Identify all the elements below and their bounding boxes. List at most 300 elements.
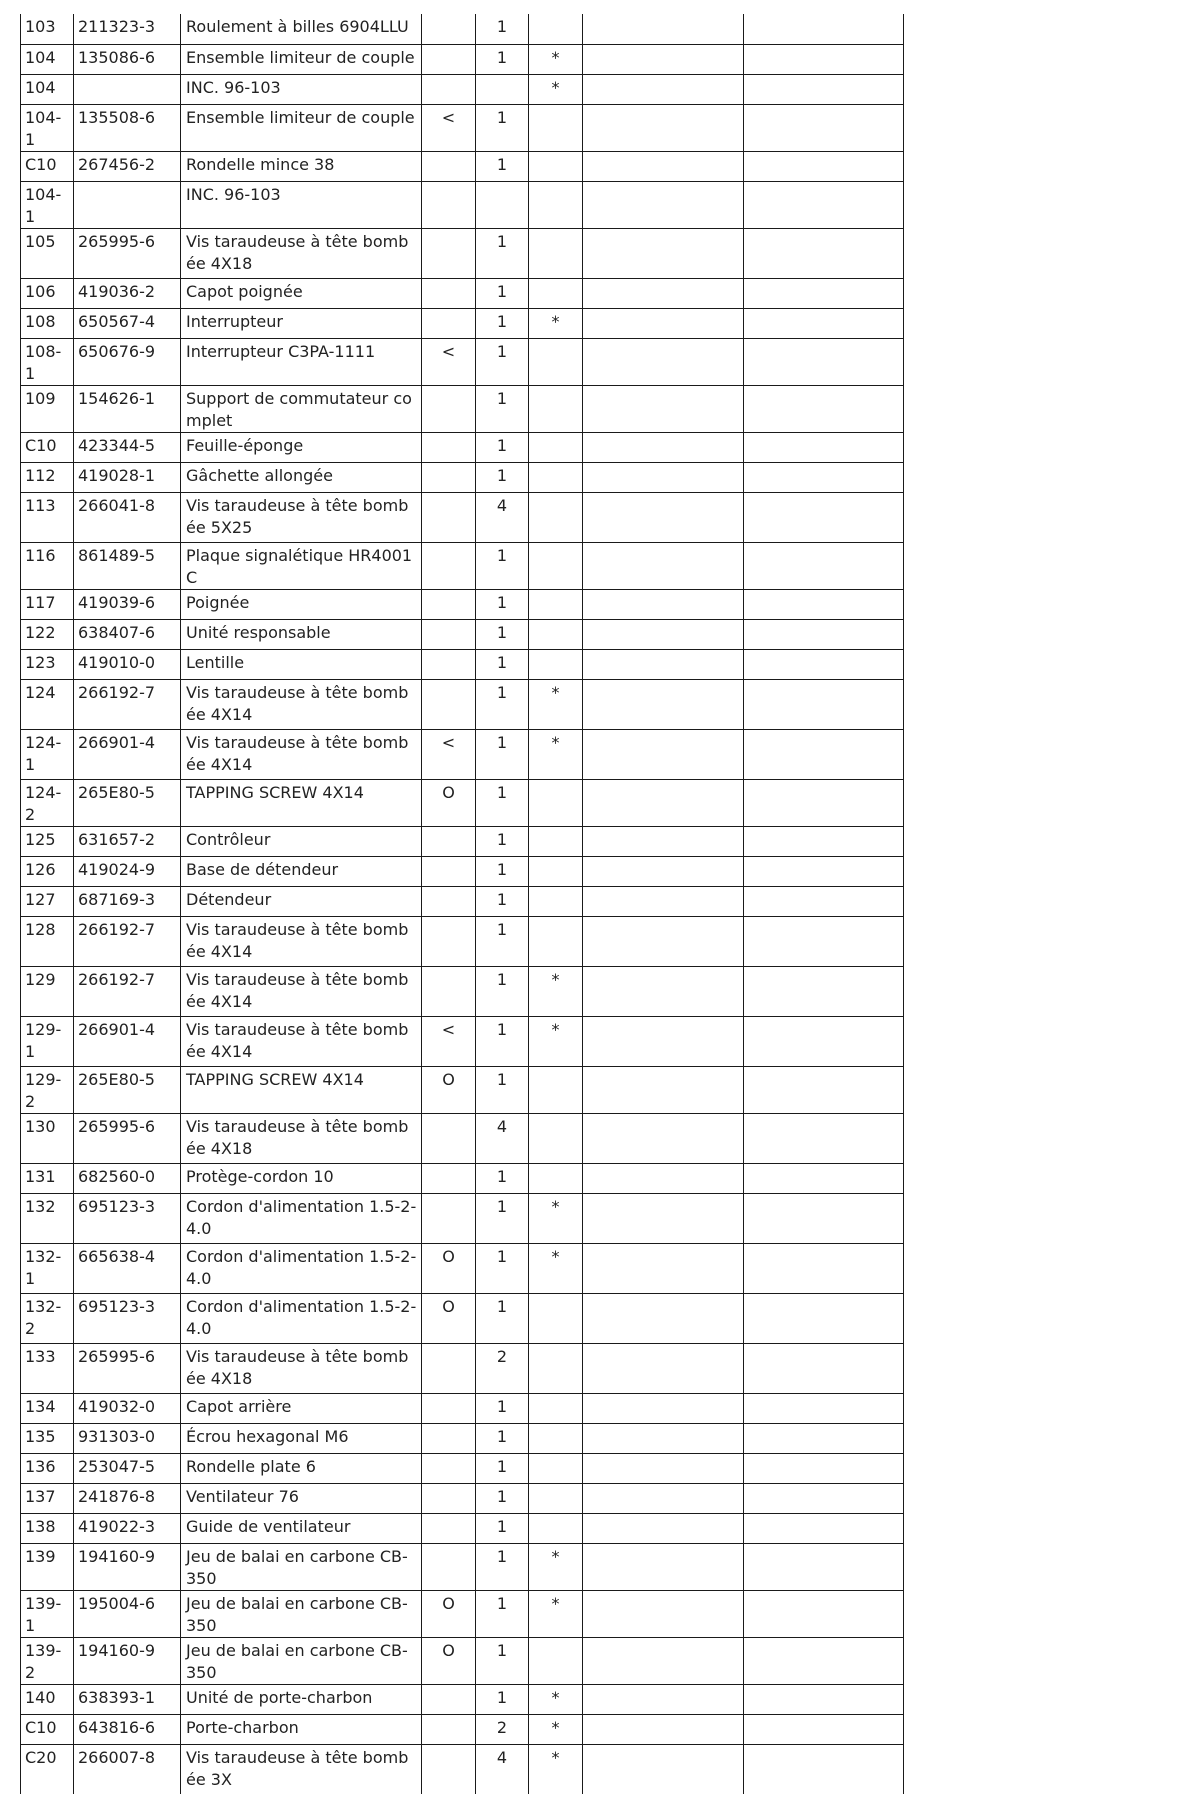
cell-part-number: 419032-0 — [74, 1393, 181, 1423]
cell-empty — [744, 916, 904, 966]
cell-change-mark — [422, 1453, 476, 1483]
cell-part-number: 265E80-5 — [74, 779, 181, 826]
cell-description: Vis taraudeuse à tête bombée 4X14 — [181, 966, 422, 1016]
cell-note-mark: * — [529, 1543, 583, 1590]
cell-description: Vis taraudeuse à tête bombée 4X14 — [181, 916, 422, 966]
cell-empty — [583, 916, 744, 966]
cell-empty — [744, 1016, 904, 1066]
cell-empty — [583, 1016, 744, 1066]
cell-quantity: 4 — [476, 492, 529, 542]
cell-empty — [744, 1684, 904, 1714]
table-row — [21, 151, 904, 181]
cell-empty — [583, 385, 744, 432]
cell-note-mark — [529, 1423, 583, 1453]
cell-change-mark — [422, 916, 476, 966]
table-row — [21, 1423, 904, 1453]
cell-empty — [744, 966, 904, 1016]
cell-part-number: 861489-5 — [74, 542, 181, 589]
cell-description: Jeu de balai en carbone CB-350 — [181, 1590, 422, 1637]
cell-empty — [744, 826, 904, 856]
cell-change-mark — [422, 1113, 476, 1163]
cell-note-mark: * — [529, 1016, 583, 1066]
cell-empty — [583, 779, 744, 826]
cell-ref-number: 139 — [21, 1543, 74, 1590]
cell-quantity: 1 — [476, 679, 529, 729]
cell-change-mark: < — [422, 729, 476, 779]
cell-ref-number: 139-2 — [21, 1637, 74, 1684]
table-row — [21, 1453, 904, 1483]
cell-note-mark: * — [529, 1590, 583, 1637]
table-row — [21, 1193, 904, 1243]
cell-ref-number: 131 — [21, 1163, 74, 1193]
cell-ref-number: 139-1 — [21, 1590, 74, 1637]
cell-change-mark — [422, 542, 476, 589]
cell-change-mark: < — [422, 1016, 476, 1066]
cell-empty — [744, 432, 904, 462]
cell-part-number: 695123-3 — [74, 1193, 181, 1243]
cell-empty — [744, 1193, 904, 1243]
cell-empty — [583, 1066, 744, 1113]
cell-quantity: 1 — [476, 856, 529, 886]
table-row — [21, 649, 904, 679]
table-row — [21, 104, 904, 151]
cell-empty — [583, 1513, 744, 1543]
cell-part-number: 266901-4 — [74, 1016, 181, 1066]
cell-change-mark — [422, 1513, 476, 1543]
cell-quantity: 1 — [476, 916, 529, 966]
cell-empty — [583, 1163, 744, 1193]
cell-note-mark — [529, 1393, 583, 1423]
cell-quantity: 1 — [476, 589, 529, 619]
cell-quantity: 1 — [476, 966, 529, 1016]
cell-description: Vis taraudeuse à tête bombée 4X14 — [181, 1016, 422, 1066]
cell-ref-number: 129 — [21, 966, 74, 1016]
cell-empty — [744, 151, 904, 181]
cell-description: Cordon d'alimentation 1.5-2-4.0 — [181, 1193, 422, 1243]
cell-quantity: 1 — [476, 1066, 529, 1113]
cell-quantity: 1 — [476, 14, 529, 44]
cell-description: TAPPING SCREW 4X14 — [181, 779, 422, 826]
cell-empty — [583, 308, 744, 338]
cell-quantity: 1 — [476, 1163, 529, 1193]
cell-description: Contrôleur — [181, 826, 422, 856]
cell-note-mark — [529, 1513, 583, 1543]
cell-empty — [583, 1714, 744, 1744]
cell-note-mark — [529, 151, 583, 181]
cell-ref-number: C10 — [21, 1714, 74, 1744]
cell-part-number: 419010-0 — [74, 649, 181, 679]
cell-ref-number: 124 — [21, 679, 74, 729]
table-row — [21, 856, 904, 886]
cell-change-mark — [422, 856, 476, 886]
cell-note-mark — [529, 542, 583, 589]
cell-note-mark — [529, 1066, 583, 1113]
table-row — [21, 1483, 904, 1513]
cell-ref-number: 134 — [21, 1393, 74, 1423]
cell-empty — [744, 619, 904, 649]
cell-note-mark — [529, 338, 583, 385]
cell-part-number: 419036-2 — [74, 278, 181, 308]
cell-part-number: 266007-8 — [74, 1744, 181, 1794]
cell-description: Vis taraudeuse à tête bombée 4X18 — [181, 1343, 422, 1393]
cell-empty — [744, 886, 904, 916]
table-row — [21, 1393, 904, 1423]
cell-quantity: 1 — [476, 1293, 529, 1343]
cell-quantity: 1 — [476, 649, 529, 679]
cell-part-number: 194160-9 — [74, 1637, 181, 1684]
cell-empty — [744, 385, 904, 432]
cell-ref-number: 136 — [21, 1453, 74, 1483]
cell-empty — [583, 679, 744, 729]
cell-part-number: 419028-1 — [74, 462, 181, 492]
cell-note-mark — [529, 385, 583, 432]
cell-part-number: 154626-1 — [74, 385, 181, 432]
cell-empty — [583, 1343, 744, 1393]
cell-part-number: 135086-6 — [74, 44, 181, 74]
cell-change-mark — [422, 1393, 476, 1423]
cell-description: Capot arrière — [181, 1393, 422, 1423]
cell-part-number: 265E80-5 — [74, 1066, 181, 1113]
cell-quantity: 1 — [476, 44, 529, 74]
cell-description: Ensemble limiteur de couple — [181, 104, 422, 151]
cell-change-mark — [422, 462, 476, 492]
cell-description: Ensemble limiteur de couple — [181, 44, 422, 74]
cell-change-mark — [422, 1543, 476, 1590]
cell-description: Détendeur — [181, 886, 422, 916]
cell-change-mark — [422, 1193, 476, 1243]
cell-change-mark — [422, 1163, 476, 1193]
cell-ref-number: 129-1 — [21, 1016, 74, 1066]
cell-quantity: 1 — [476, 542, 529, 589]
table-row — [21, 44, 904, 74]
table-row — [21, 916, 904, 966]
cell-change-mark — [422, 679, 476, 729]
cell-quantity: 1 — [476, 886, 529, 916]
cell-empty — [583, 44, 744, 74]
table-row — [21, 542, 904, 589]
cell-ref-number: 137 — [21, 1483, 74, 1513]
cell-note-mark: * — [529, 966, 583, 1016]
cell-note-mark — [529, 1113, 583, 1163]
cell-quantity: 1 — [476, 1637, 529, 1684]
cell-note-mark — [529, 492, 583, 542]
cell-ref-number: 127 — [21, 886, 74, 916]
table-row — [21, 308, 904, 338]
cell-empty — [583, 1543, 744, 1590]
cell-description: Roulement à billes 6904LLU — [181, 14, 422, 44]
table-row — [21, 74, 904, 104]
cell-empty — [744, 104, 904, 151]
cell-part-number: 423344-5 — [74, 432, 181, 462]
cell-quantity: 1 — [476, 432, 529, 462]
cell-change-mark — [422, 1483, 476, 1513]
cell-empty — [744, 649, 904, 679]
cell-description: Poignée — [181, 589, 422, 619]
cell-note-mark — [529, 856, 583, 886]
cell-ref-number: 140 — [21, 1684, 74, 1714]
cell-quantity — [476, 181, 529, 228]
cell-empty — [744, 1343, 904, 1393]
cell-ref-number: 104-1 — [21, 181, 74, 228]
cell-quantity: 1 — [476, 1590, 529, 1637]
cell-ref-number: 132-1 — [21, 1243, 74, 1293]
cell-empty — [583, 74, 744, 104]
cell-change-mark: O — [422, 1590, 476, 1637]
cell-empty — [583, 181, 744, 228]
cell-ref-number: 133 — [21, 1343, 74, 1393]
cell-empty — [583, 1637, 744, 1684]
cell-empty — [744, 1066, 904, 1113]
cell-change-mark — [422, 1744, 476, 1794]
cell-note-mark — [529, 826, 583, 856]
cell-empty — [583, 1590, 744, 1637]
cell-ref-number: 124-1 — [21, 729, 74, 779]
cell-empty — [583, 729, 744, 779]
cell-part-number: 266192-7 — [74, 916, 181, 966]
cell-note-mark: * — [529, 1193, 583, 1243]
table-row — [21, 1066, 904, 1113]
cell-ref-number: 108-1 — [21, 338, 74, 385]
cell-note-mark — [529, 14, 583, 44]
cell-note-mark — [529, 1163, 583, 1193]
cell-empty — [583, 151, 744, 181]
cell-note-mark — [529, 278, 583, 308]
cell-note-mark — [529, 916, 583, 966]
table-row — [21, 589, 904, 619]
cell-quantity: 1 — [476, 1453, 529, 1483]
cell-change-mark: O — [422, 1066, 476, 1113]
cell-note-mark: * — [529, 44, 583, 74]
cell-empty — [583, 826, 744, 856]
cell-empty — [583, 104, 744, 151]
cell-part-number: 267456-2 — [74, 151, 181, 181]
cell-note-mark — [529, 1343, 583, 1393]
cell-empty — [583, 462, 744, 492]
cell-quantity: 1 — [476, 779, 529, 826]
table-row — [21, 385, 904, 432]
cell-quantity: 1 — [476, 1543, 529, 1590]
cell-description: Lentille — [181, 649, 422, 679]
cell-quantity: 1 — [476, 619, 529, 649]
cell-empty — [744, 1744, 904, 1794]
cell-description: Cordon d'alimentation 1.5-2-4.0 — [181, 1293, 422, 1343]
cell-ref-number: 124-2 — [21, 779, 74, 826]
cell-empty — [744, 542, 904, 589]
table-row — [21, 462, 904, 492]
cell-empty — [744, 1590, 904, 1637]
cell-part-number: 682560-0 — [74, 1163, 181, 1193]
cell-ref-number: 129-2 — [21, 1066, 74, 1113]
cell-change-mark: < — [422, 104, 476, 151]
cell-empty — [583, 966, 744, 1016]
cell-part-number: 419039-6 — [74, 589, 181, 619]
table-row — [21, 886, 904, 916]
cell-note-mark — [529, 104, 583, 151]
cell-part-number: 265995-6 — [74, 1343, 181, 1393]
cell-note-mark — [529, 181, 583, 228]
cell-ref-number: 103 — [21, 14, 74, 44]
cell-description: Unité responsable — [181, 619, 422, 649]
cell-part-number: 643816-6 — [74, 1714, 181, 1744]
cell-description: Jeu de balai en carbone CB-350 — [181, 1543, 422, 1590]
cell-note-mark: * — [529, 729, 583, 779]
cell-note-mark: * — [529, 1243, 583, 1293]
cell-change-mark — [422, 432, 476, 462]
cell-change-mark: O — [422, 1243, 476, 1293]
cell-part-number: 650567-4 — [74, 308, 181, 338]
cell-description: TAPPING SCREW 4X14 — [181, 1066, 422, 1113]
cell-change-mark — [422, 74, 476, 104]
cell-change-mark — [422, 886, 476, 916]
cell-quantity: 1 — [476, 1243, 529, 1293]
cell-description: Vis taraudeuse à tête bombée 4X14 — [181, 729, 422, 779]
cell-description: INC. 96-103 — [181, 74, 422, 104]
table-row — [21, 181, 904, 228]
table-row — [21, 1293, 904, 1343]
table-row — [21, 278, 904, 308]
cell-quantity: 1 — [476, 1483, 529, 1513]
cell-quantity: 1 — [476, 1684, 529, 1714]
table-row — [21, 338, 904, 385]
cell-empty — [744, 492, 904, 542]
cell-part-number: 687169-3 — [74, 886, 181, 916]
cell-quantity: 1 — [476, 278, 529, 308]
cell-change-mark — [422, 1423, 476, 1453]
cell-change-mark — [422, 492, 476, 542]
cell-ref-number: 126 — [21, 856, 74, 886]
cell-description: Capot poignée — [181, 278, 422, 308]
cell-description: Unité de porte-charbon — [181, 1684, 422, 1714]
cell-part-number: 419024-9 — [74, 856, 181, 886]
cell-quantity: 1 — [476, 1193, 529, 1243]
cell-description: Vis taraudeuse à tête bombée 4X14 — [181, 679, 422, 729]
cell-note-mark — [529, 432, 583, 462]
cell-empty — [744, 308, 904, 338]
cell-part-number: 194160-9 — [74, 1543, 181, 1590]
cell-empty — [744, 74, 904, 104]
cell-part-number: 650676-9 — [74, 338, 181, 385]
cell-empty — [744, 228, 904, 278]
cell-description: Cordon d'alimentation 1.5-2-4.0 — [181, 1243, 422, 1293]
cell-empty — [583, 619, 744, 649]
cell-note-mark: * — [529, 679, 583, 729]
cell-note-mark — [529, 649, 583, 679]
cell-change-mark — [422, 826, 476, 856]
cell-part-number: 665638-4 — [74, 1243, 181, 1293]
cell-empty — [583, 338, 744, 385]
cell-empty — [583, 1243, 744, 1293]
cell-note-mark — [529, 228, 583, 278]
cell-description: Guide de ventilateur — [181, 1513, 422, 1543]
cell-empty — [744, 278, 904, 308]
cell-empty — [744, 1423, 904, 1453]
cell-description: Plaque signalétique HR4001C — [181, 542, 422, 589]
cell-empty — [583, 432, 744, 462]
cell-description: Vis taraudeuse à tête bombée 4X18 — [181, 1113, 422, 1163]
cell-quantity: 1 — [476, 1016, 529, 1066]
cell-empty — [744, 779, 904, 826]
cell-note-mark — [529, 1293, 583, 1343]
cell-quantity: 1 — [476, 338, 529, 385]
table-row — [21, 779, 904, 826]
cell-empty — [744, 1293, 904, 1343]
table-row — [21, 1637, 904, 1684]
cell-note-mark — [529, 462, 583, 492]
cell-change-mark — [422, 1684, 476, 1714]
cell-description: Support de commutateur complet — [181, 385, 422, 432]
cell-empty — [744, 1453, 904, 1483]
cell-part-number: 931303-0 — [74, 1423, 181, 1453]
cell-change-mark — [422, 181, 476, 228]
cell-part-number — [74, 74, 181, 104]
cell-note-mark: * — [529, 1714, 583, 1744]
cell-note-mark: * — [529, 308, 583, 338]
cell-note-mark: * — [529, 1744, 583, 1794]
cell-quantity: 4 — [476, 1113, 529, 1163]
cell-empty — [583, 1744, 744, 1794]
cell-ref-number: 117 — [21, 589, 74, 619]
cell-part-number: 266192-7 — [74, 966, 181, 1016]
cell-ref-number: C10 — [21, 151, 74, 181]
cell-empty — [744, 338, 904, 385]
cell-ref-number: 113 — [21, 492, 74, 542]
cell-note-mark — [529, 1637, 583, 1684]
cell-part-number: 266041-8 — [74, 492, 181, 542]
table-row — [21, 14, 904, 44]
cell-change-mark: O — [422, 1293, 476, 1343]
cell-ref-number: 104 — [21, 44, 74, 74]
cell-part-number: 253047-5 — [74, 1453, 181, 1483]
cell-ref-number: 104 — [21, 74, 74, 104]
cell-ref-number: 135 — [21, 1423, 74, 1453]
cell-quantity: 4 — [476, 1744, 529, 1794]
cell-ref-number: 109 — [21, 385, 74, 432]
cell-empty — [583, 1453, 744, 1483]
cell-empty — [583, 1684, 744, 1714]
cell-description: Interrupteur C3PA-1111 — [181, 338, 422, 385]
cell-ref-number: 130 — [21, 1113, 74, 1163]
cell-part-number: 695123-3 — [74, 1293, 181, 1343]
cell-note-mark — [529, 589, 583, 619]
cell-ref-number: 104-1 — [21, 104, 74, 151]
cell-quantity: 1 — [476, 1393, 529, 1423]
cell-ref-number: 112 — [21, 462, 74, 492]
cell-description: Ventilateur 76 — [181, 1483, 422, 1513]
cell-description: Gâchette allongée — [181, 462, 422, 492]
cell-empty — [583, 589, 744, 619]
cell-ref-number: 108 — [21, 308, 74, 338]
cell-note-mark — [529, 1483, 583, 1513]
cell-part-number: 135508-6 — [74, 104, 181, 151]
table-row — [21, 1714, 904, 1744]
table-row — [21, 492, 904, 542]
cell-empty — [744, 14, 904, 44]
cell-quantity: 1 — [476, 104, 529, 151]
cell-part-number: 419022-3 — [74, 1513, 181, 1543]
table-row — [21, 432, 904, 462]
cell-ref-number: 106 — [21, 278, 74, 308]
cell-ref-number: C10 — [21, 432, 74, 462]
cell-change-mark — [422, 619, 476, 649]
cell-change-mark — [422, 44, 476, 74]
cell-quantity: 2 — [476, 1714, 529, 1744]
cell-part-number: 211323-3 — [74, 14, 181, 44]
cell-empty — [583, 1483, 744, 1513]
cell-ref-number: 125 — [21, 826, 74, 856]
table-row — [21, 1684, 904, 1714]
cell-change-mark — [422, 649, 476, 679]
cell-quantity: 1 — [476, 462, 529, 492]
